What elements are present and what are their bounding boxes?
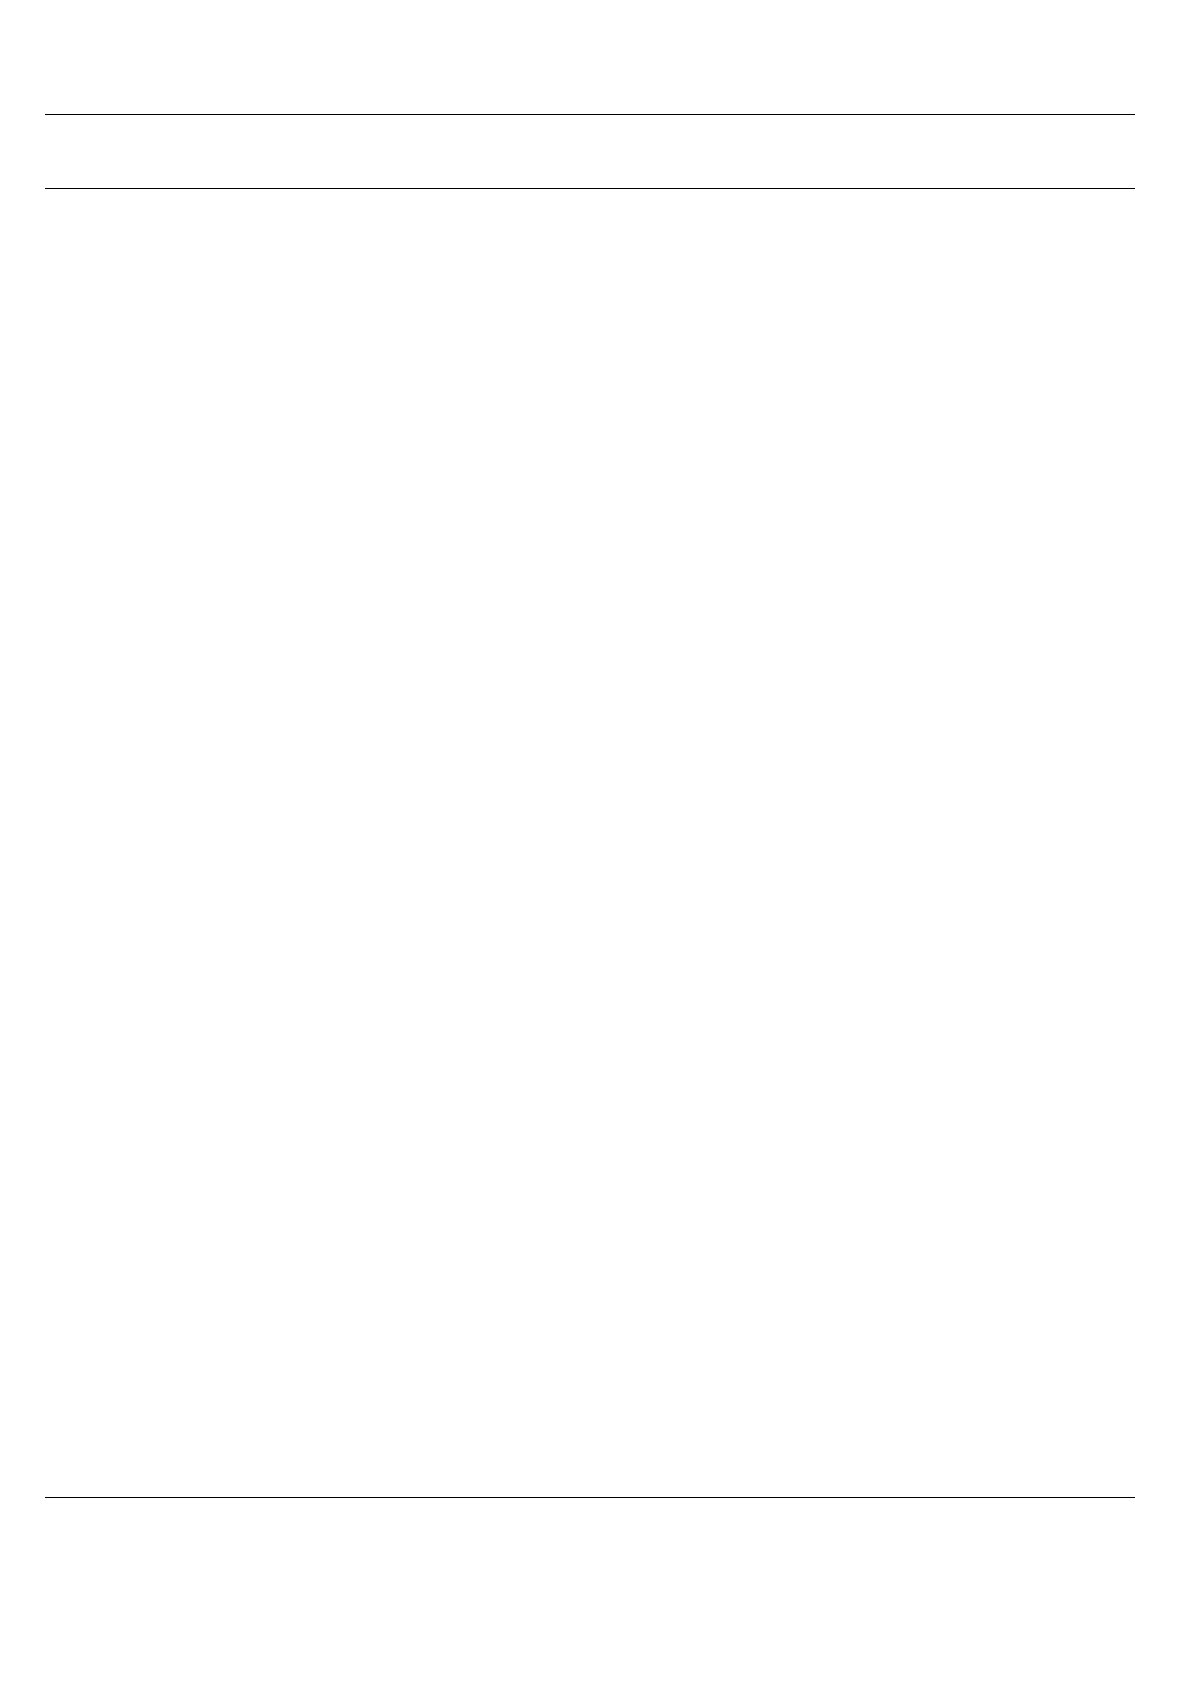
footer-rule bbox=[45, 1497, 1135, 1498]
table-top-rule bbox=[45, 114, 1135, 115]
table-header-rule bbox=[45, 188, 1135, 189]
